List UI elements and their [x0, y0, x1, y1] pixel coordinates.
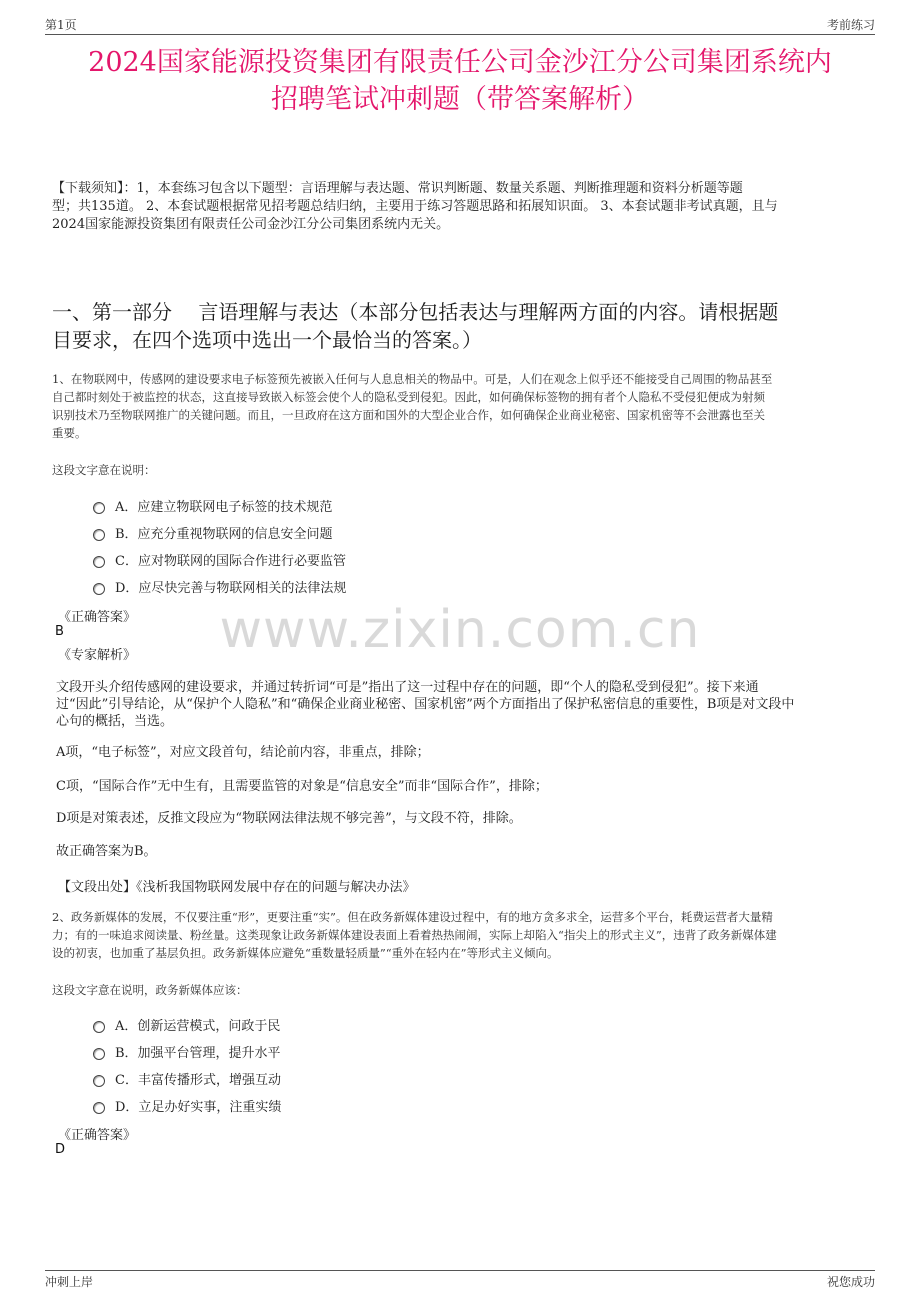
option-label: D．应尽快完善与物联网相关的法律法规	[115, 581, 347, 596]
analysis-line-3: 心句的概括，当选。	[56, 714, 174, 729]
notice-line-2: 型；共135道。 2、本套试题根据常见招考题总结归纳，主要用于练习答题思路和拓展知识面。 3、本套试题非考试真题，且与	[52, 199, 778, 214]
analysis-line-2: 过“因此”引导结论，从“保护个人隐私”和“确保企业商业秘密、国家机密”两个方面指出了保护私密信息的重要性，B项是对文段中	[56, 697, 795, 712]
q1-option-d[interactable]	[93, 573, 346, 600]
q1-analysis-a: A项，“电子标签”，对应文段首句，结论前内容，非重点，排除；	[56, 745, 430, 760]
question-1-options	[93, 492, 346, 600]
option-label: D．立足办好实事，注重实绩	[115, 1100, 282, 1115]
option-label: B．加强平台管理，提升水平	[115, 1046, 281, 1061]
q2-answer-value: D	[55, 1142, 66, 1157]
analysis-line-1: 文段开头介绍传感网的建设要求，并通过转折词“可是”指出了这一过程中存在的问题，即“个人的隐私受到侵犯”。接下来通	[56, 680, 759, 695]
q2-option-d[interactable]	[93, 1092, 281, 1119]
radio-icon[interactable]	[93, 1021, 105, 1033]
q2-option-a[interactable]	[93, 1011, 281, 1038]
document-title	[40, 44, 880, 118]
q1-option-c[interactable]	[93, 546, 346, 573]
q2-option-c[interactable]	[93, 1065, 281, 1092]
page-header	[45, 14, 875, 34]
download-notice	[52, 180, 868, 234]
question-1-prompt: 这段文字意在说明：	[52, 463, 156, 477]
q1-line-1: 1、在物联网中，传感网的建设要求电子标签预先被嵌入任何与人息息相关的物品中。可是，人们在观念上似乎还不能接受自己周围的物品甚至	[52, 372, 773, 386]
q1-option-b[interactable]	[93, 519, 346, 546]
page-number-label: 第1页	[45, 18, 77, 32]
section-heading	[52, 298, 870, 354]
option-label: C．丰富传播形式，增强互动	[115, 1073, 281, 1088]
q1-analysis-heading: 《专家解析》	[58, 648, 137, 663]
q1-analysis-c: C项，“国际合作”无中生有，且需要监管的对象是“信息安全”而非“国际合作”，排除；	[56, 779, 548, 794]
q1-answer-heading: 《正确答案》	[58, 610, 137, 625]
option-label: B．应充分重视物联网的信息安全问题	[115, 527, 333, 542]
title-line-1: 2024国家能源投资集团有限责任公司金沙江分公司集团系统内	[88, 47, 832, 78]
q2-line-2: 力；有的一味追求阅读量、粉丝量。这类现象让政务新媒体建设表面上看着热热闹闹，实际上却陷入“指尖上的形式主义”，违背了政务新媒体建	[52, 928, 777, 942]
radio-icon[interactable]	[93, 1075, 105, 1087]
radio-icon[interactable]	[93, 502, 105, 514]
q1-source: 【文段出处】《浅析我国物联网发展中存在的问题与解决办法》	[58, 880, 416, 895]
radio-icon[interactable]	[93, 583, 105, 595]
question-2-stem	[52, 908, 868, 962]
header-rule	[45, 34, 875, 35]
radio-icon[interactable]	[93, 529, 105, 541]
footer-right-label: 祝您成功	[826, 1275, 875, 1289]
footer-left-label: 冲刺上岸	[45, 1275, 94, 1289]
q1-analysis-paragraph	[56, 679, 865, 730]
q1-line-2: 自己都时刻处于被监控的状态，这直接导致嵌入标签会使个人的隐私受到侵犯。因此，如何确保标签物的拥有者个人隐私不受侵犯便成为射频	[52, 390, 765, 404]
notice-line-1: 【下载须知】：1，本套练习包含以下题型：言语理解与表达题、常识判断题、数量关系题、判断推理题和资料分析题等题	[52, 181, 743, 196]
q1-option-a[interactable]	[93, 492, 346, 519]
option-label: C．应对物联网的国际合作进行必要监管	[115, 554, 346, 569]
section-line-1: 一、第一部分 言语理解与表达（本部分包括表达与理解两方面的内容。请根据题	[52, 300, 779, 324]
footer-rule	[45, 1270, 875, 1271]
q2-line-1: 2、政务新媒体的发展，不仅要注重“形”，更要注重“实”。但在政务新媒体建设过程中，有的地方贪多求全，运营多个平台，耗费运营者大量精	[52, 910, 773, 924]
watermark: www.zixin.com.cn	[219, 600, 701, 660]
q2-answer-heading: 《正确答案》	[58, 1128, 137, 1143]
q1-analysis-conclusion: 故正确答案为B。	[56, 844, 157, 859]
q1-line-3: 识别技术乃至物联网推广的关键问题。而且，一旦政府在这方面和国外的大型企业合作，如何确保企业商业秘密、国家机密等不会泄露也至关	[52, 408, 765, 422]
radio-icon[interactable]	[93, 556, 105, 568]
q2-option-b[interactable]	[93, 1038, 281, 1065]
q1-analysis-d: D项是对策表述，反推文段应为“物联网法律法规不够完善”，与文段不符，排除。	[56, 811, 522, 826]
question-2-prompt: 这段文字意在说明，政务新媒体应该：	[52, 983, 248, 997]
section-line-2: 目要求，在四个选项中选出一个最恰当的答案。）	[52, 328, 482, 352]
radio-icon[interactable]	[93, 1048, 105, 1060]
title-line-2: 招聘笔试冲刺题（带答案解析）	[271, 84, 649, 115]
option-label: A．创新运营模式，问政于民	[115, 1019, 281, 1034]
notice-line-3: 2024国家能源投资集团有限责任公司金沙江分公司集团系统内无关。	[52, 217, 450, 232]
option-label: A．应建立物联网电子标签的技术规范	[115, 500, 333, 515]
q2-line-3: 设的初衷，也加重了基层负担。政务新媒体应避免“重数量轻质量”“重外在轻内在”等形式主义倾向。	[52, 946, 559, 960]
header-right-label: 考前练习	[826, 18, 875, 32]
q1-answer-value: B	[55, 624, 64, 639]
question-1-stem	[52, 370, 868, 442]
radio-icon[interactable]	[93, 1102, 105, 1114]
q1-line-4: 重要。	[52, 426, 87, 440]
question-2-options	[93, 1011, 281, 1119]
